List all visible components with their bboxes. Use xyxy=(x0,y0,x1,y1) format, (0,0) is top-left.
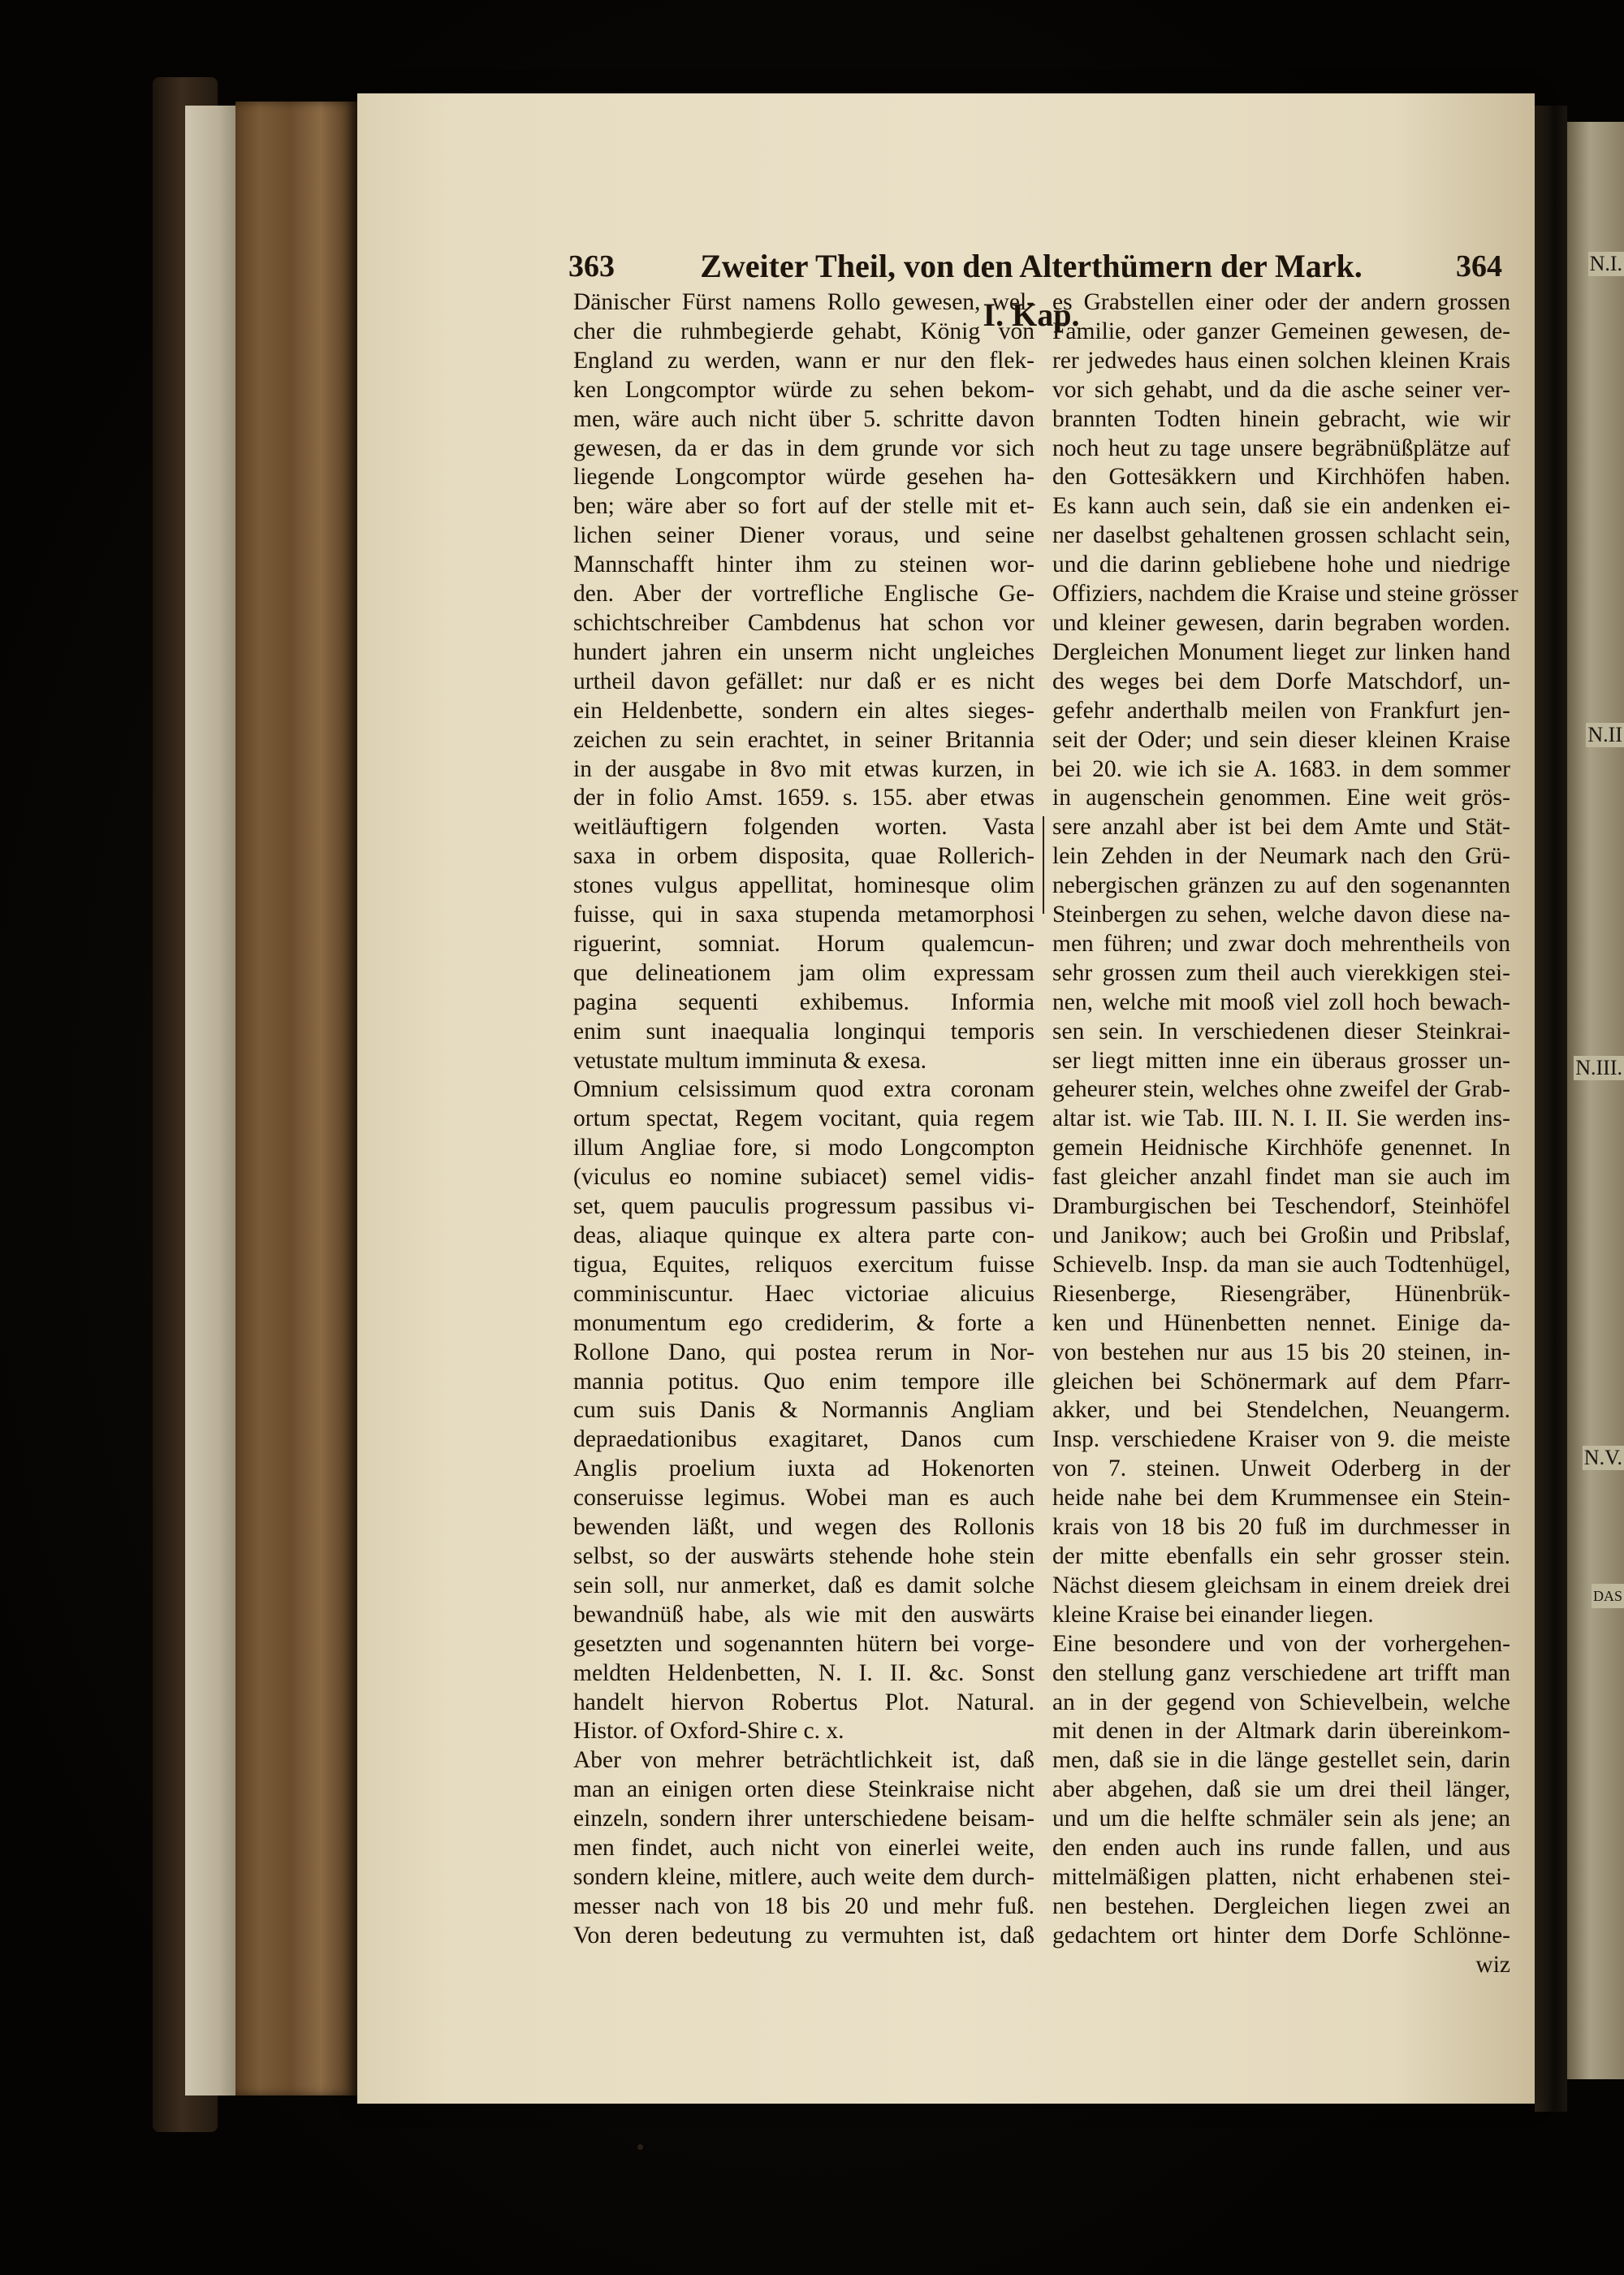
text-line: selbst, so der auswärts stehende hohe stein xyxy=(573,1542,1034,1569)
text-line: sen sein. In verschiedenen dieser Steinkrai- xyxy=(1052,1018,1510,1045)
text-line: handelt hiervon Robertus Plot. Natural. xyxy=(573,1689,1034,1715)
text-line: und die darinn gebliebene hohe und niedrige xyxy=(1052,551,1510,578)
text-line: ortum spectat, Regem vocitant, quia regem xyxy=(573,1105,1034,1132)
running-head: Zweiter Theil, von den Alterthümern der Mark. I. Kap. xyxy=(700,248,1363,333)
text-line: ser liegt mitten inne ein überaus grosser un- xyxy=(1052,1047,1510,1074)
text-line: meldten Heldenbetten, N. I. II. &c. Sonst xyxy=(573,1659,1034,1686)
column-rule xyxy=(1043,816,1044,914)
text-line: cher die ruhmbegierde gehabt, König von xyxy=(573,318,1034,344)
stained-fore-edge xyxy=(235,102,357,2096)
text-line: men, daß sie in die länge gestellet sein, darin xyxy=(1052,1747,1510,1774)
text-line: lein Zehden in der Neumark nach den Grü- xyxy=(1052,843,1510,870)
text-line: aber abgehen, daß sie um drei theil länger, xyxy=(1052,1776,1510,1803)
text-line: men führen; und zwar doch mehrentheils von xyxy=(1052,930,1510,957)
text-column-left xyxy=(573,288,1034,1951)
text-line: den enden auch ins runde fallen, und aus xyxy=(1052,1835,1510,1862)
book-gutter xyxy=(1535,106,1567,2112)
text-line: comminiscuntur. Haec victoriae alicuius xyxy=(573,1280,1034,1307)
text-line: bewenden läßt, und wegen des Rollonis xyxy=(573,1514,1034,1541)
text-line: saxa in orbem disposita, quae Rollerich- xyxy=(573,843,1034,870)
text-line: gefehr anderthalb meilen von Frankfurt jen- xyxy=(1052,697,1510,724)
text-line: Eine besondere und von der vorhergehen- xyxy=(1052,1630,1510,1657)
page-number-right: 364 xyxy=(1456,249,1502,283)
text-line: urtheil davon gefället: nur daß er es nicht xyxy=(573,668,1034,694)
catchword: wiz xyxy=(1475,1951,1510,1978)
text-line: Insp. verschiedene Kraiser von 9. die meiste xyxy=(1052,1426,1510,1453)
text-line: que delineationem jam olim expressam xyxy=(573,959,1034,986)
text-line: den stellung ganz verschiedene art trifft man xyxy=(1052,1659,1510,1686)
text-line: England zu werden, wann er nur den flek- xyxy=(573,347,1034,374)
text-line: an in der gegend von Schievelbein, welche xyxy=(1052,1689,1510,1715)
text-line: nebergischen gränzen zu auf den sogenannten xyxy=(1052,872,1510,899)
facing-plate-label: N.III. xyxy=(1575,1056,1622,1079)
text-line: Omnium celsissimum quod extra coronam xyxy=(573,1076,1034,1103)
text-line: fast gleicher anzahl findet man sie auch im xyxy=(1052,1164,1510,1191)
text-line: noch heut zu tage unsere begräbnüßplätze auf xyxy=(1052,435,1510,461)
facing-plate-label: DAS xyxy=(1592,1584,1624,1608)
text-line: den. Aber der vortrefliche Englische Ge- xyxy=(573,581,1034,608)
text-line: Anglis proelium iuxta ad Hokenorten xyxy=(573,1455,1034,1482)
page-number-left: 363 xyxy=(568,249,615,283)
text-line: man an einigen orten diese Steinkraise nicht xyxy=(573,1776,1034,1803)
text-line: nen bestehen. Dergleichen liegen zwei an xyxy=(1052,1892,1510,1919)
text-line: geheurer stein, welches ohne zweifel der Grab- xyxy=(1052,1076,1510,1103)
text-line: ein Heldenbette, sondern ein altes sieges- xyxy=(573,697,1034,724)
facing-plate-label: N.II xyxy=(1587,723,1622,746)
text-line: gleichen bei Schönermark auf dem Pfarr- xyxy=(1052,1368,1510,1395)
text-line: pagina sequenti exhibemus. Informia xyxy=(573,988,1034,1015)
text-line: ben; wäre aber so fort auf der stelle mit et- xyxy=(573,493,1034,520)
text-line: und kleiner gewesen, darin begraben worden. xyxy=(1052,609,1510,636)
text-line: ner daselbst gehaltenen grossen schlacht sein, xyxy=(1052,522,1510,549)
text-line: gewesen, da er das in dem grunde vor sich xyxy=(573,435,1034,461)
text-line: akker, und bei Stendelchen, Neuangerm. xyxy=(1052,1397,1510,1424)
ink-spot xyxy=(637,2144,643,2150)
text-line: Rollone Dano, qui postea rerum in Nor- xyxy=(573,1339,1034,1365)
text-line: Schievelb. Insp. da man sie auch Todtenhügel, xyxy=(1052,1251,1510,1278)
text-line: Nächst diesem gleichsam in einem dreiek drei xyxy=(1052,1572,1510,1598)
text-line: Von deren bedeutung zu vermuhten ist, daß xyxy=(573,1922,1034,1948)
text-line: riguerint, somniat. Horum qualemcun- xyxy=(573,930,1034,957)
text-line: schichtschreiber Cambdenus hat schon vor xyxy=(573,609,1034,636)
text-line: sondern kleine, mitlere, auch weite dem durch- xyxy=(573,1863,1034,1890)
text-line: Dänischer Fürst namens Rollo gewesen, wel- xyxy=(573,289,1034,315)
text-line: mittelmäßigen platten, nicht erhabenen stei- xyxy=(1052,1863,1510,1890)
text-line: zeichen zu sein erachtet, in seiner Britannia xyxy=(573,726,1034,753)
text-line: mannia potitus. Quo enim tempore ille xyxy=(573,1368,1034,1395)
text-line: in augenschein genommen. Eine weit grös- xyxy=(1052,785,1510,811)
text-line: vetustate multum imminuta & exesa. xyxy=(573,1047,927,1074)
text-line: Aber von mehrer beträchtlichkeit ist, daß xyxy=(573,1747,1034,1774)
facing-plate-label: N.V. xyxy=(1583,1446,1622,1469)
text-line: sein soll, nur anmerket, daß es damit solche xyxy=(573,1572,1034,1598)
text-line: des weges bei dem Dorfe Matschdorf, un- xyxy=(1052,668,1510,694)
text-line: altar ist. wie Tab. III. N. I. II. Sie werden ins- xyxy=(1052,1105,1510,1132)
text-line: hundert jahren ein unserm nicht ungleiches xyxy=(573,638,1034,665)
text-line: in der ausgabe in 8vo mit etwas kurzen, in xyxy=(573,755,1034,782)
text-line: Mannschafft hinter ihm zu steinen wor- xyxy=(573,551,1034,578)
text-line: einzeln, sondern ihrer unterschiedene beisam- xyxy=(573,1806,1034,1832)
text-line: bei 20. wie ich sie A. 1683. in dem sommer xyxy=(1052,755,1510,782)
text-line: (viculus eo nomine subiacet) semel vidis- xyxy=(573,1164,1034,1191)
text-line: men findet, auch nicht von einerlei weite, xyxy=(573,1835,1034,1862)
text-line: lichen seiner Diener voraus, und seine xyxy=(573,522,1034,549)
text-line: sehr grossen zum theil auch vierekkigen stei- xyxy=(1052,959,1510,986)
text-line: der mitte ebenfalls ein sehr grosser stein. xyxy=(1052,1542,1510,1569)
text-line: deas, aliaque quinque ex altera parte con- xyxy=(573,1222,1034,1248)
text-line: Steinbergen zu sehen, welche davon diese na- xyxy=(1052,902,1510,928)
text-line: messer nach von 18 bis 20 und mehr fuß. xyxy=(573,1892,1034,1919)
text-line: Histor. of Oxford-Shire c. x. xyxy=(573,1718,844,1745)
text-line: weitläuftigern folgenden worten. Vasta xyxy=(573,814,1034,841)
text-line: ken und Hünenbetten nennet. Einige da- xyxy=(1052,1309,1510,1336)
text-line: heide nahe bei dem Krummensee ein Stein- xyxy=(1052,1485,1510,1512)
text-line: conseruisse legimus. Wobei man es auch xyxy=(573,1485,1034,1512)
text-line: von bestehen nur aus 15 bis 20 steinen, in- xyxy=(1052,1339,1510,1365)
text-line: enim sunt inaequalia longinqui temporis xyxy=(573,1018,1034,1045)
text-line: Offiziers, nachdem die Kraise und steine grösser xyxy=(1052,581,1518,608)
text-line: Dramburgischen bei Teschendorf, Steinhöfel xyxy=(1052,1193,1510,1220)
facing-page-plate xyxy=(1567,122,1624,2079)
text-line: bewandnüß habe, als wie mit den auswärts xyxy=(573,1601,1034,1628)
text-line: tigua, Equites, reliquos exercitum fuisse xyxy=(573,1251,1034,1278)
text-line: stones vulgus appellitat, hominesque olim xyxy=(573,872,1034,899)
text-line: cum suis Danis & Normannis Angliam xyxy=(573,1397,1034,1424)
text-line: set, quem pauculis progressum passibus vi- xyxy=(573,1193,1034,1220)
text-line: brannten Todten hinein gebracht, wie wir xyxy=(1052,405,1510,432)
text-line: Familie, oder ganzer Gemeinen gewesen, de- xyxy=(1052,318,1510,344)
text-line: gedachtem ort hinter dem Dorfe Schlönne- xyxy=(1052,1922,1510,1948)
text-line: nen, welche mit mooß viel zoll hoch bewach- xyxy=(1052,988,1510,1015)
text-line: fuisse, qui in saxa stupenda metamorphosi xyxy=(573,902,1034,928)
text-line: mit denen in der Altmark darin übereinkom- xyxy=(1052,1718,1510,1745)
text-line: ken Longcomptor würde zu sehen bekom- xyxy=(573,376,1034,403)
text-line: von 7. steinen. Unweit Oderberg in der xyxy=(1052,1455,1510,1482)
text-line: depraedationibus exagitaret, Danos cum xyxy=(573,1426,1034,1453)
text-line: liegende Longcomptor würde gesehen ha- xyxy=(573,464,1034,491)
text-line: Dergleichen Monument lieget zur linken hand xyxy=(1052,638,1510,665)
text-line: es Grabstellen einer oder der andern grossen xyxy=(1052,289,1510,315)
text-line: seit der Oder; und sein dieser kleinen Kraise xyxy=(1052,726,1510,753)
text-line: sere anzahl aber ist bei dem Amte und Stät- xyxy=(1052,814,1510,841)
text-line: Es kann auch sein, daß sie ein andenken ei- xyxy=(1052,493,1510,520)
text-line: monumentum ego crediderim, & forte a xyxy=(573,1309,1034,1336)
page-block-edge xyxy=(185,106,242,2096)
text-line: der in folio Amst. 1659. s. 155. aber etwas xyxy=(573,785,1034,811)
text-line: vor sich gehabt, und da die asche seiner ver- xyxy=(1052,376,1510,403)
text-line: rer jedwedes haus einen solchen kleinen Krais xyxy=(1052,347,1510,374)
text-line: den Gottesäkkern und Kirchhöfen haben. xyxy=(1052,464,1510,491)
text-column-right xyxy=(1052,288,1518,1980)
text-line: illum Angliae fore, si modo Longcompton xyxy=(573,1135,1034,1161)
text-line: gemein Heidnische Kirchhöfe genennet. In xyxy=(1052,1135,1510,1161)
facing-plate-label: N.I. xyxy=(1589,252,1622,275)
text-line: men, wäre auch nicht über 5. schritte davon xyxy=(573,405,1034,432)
text-line: Riesenberge, Riesengräber, Hünenbrük- xyxy=(1052,1280,1510,1307)
text-line: kleine Kraise bei einander liegen. xyxy=(1052,1601,1374,1628)
text-line: krais von 18 bis 20 fuß im durchmesser in xyxy=(1052,1514,1510,1541)
text-line: und um die helfte schmäler sein als jene; an xyxy=(1052,1806,1510,1832)
text-line: gesetzten und sogenannten hütern bei vorge- xyxy=(573,1630,1034,1657)
text-line: und Janikow; auch bei Großin und Pribslaf, xyxy=(1052,1222,1510,1248)
